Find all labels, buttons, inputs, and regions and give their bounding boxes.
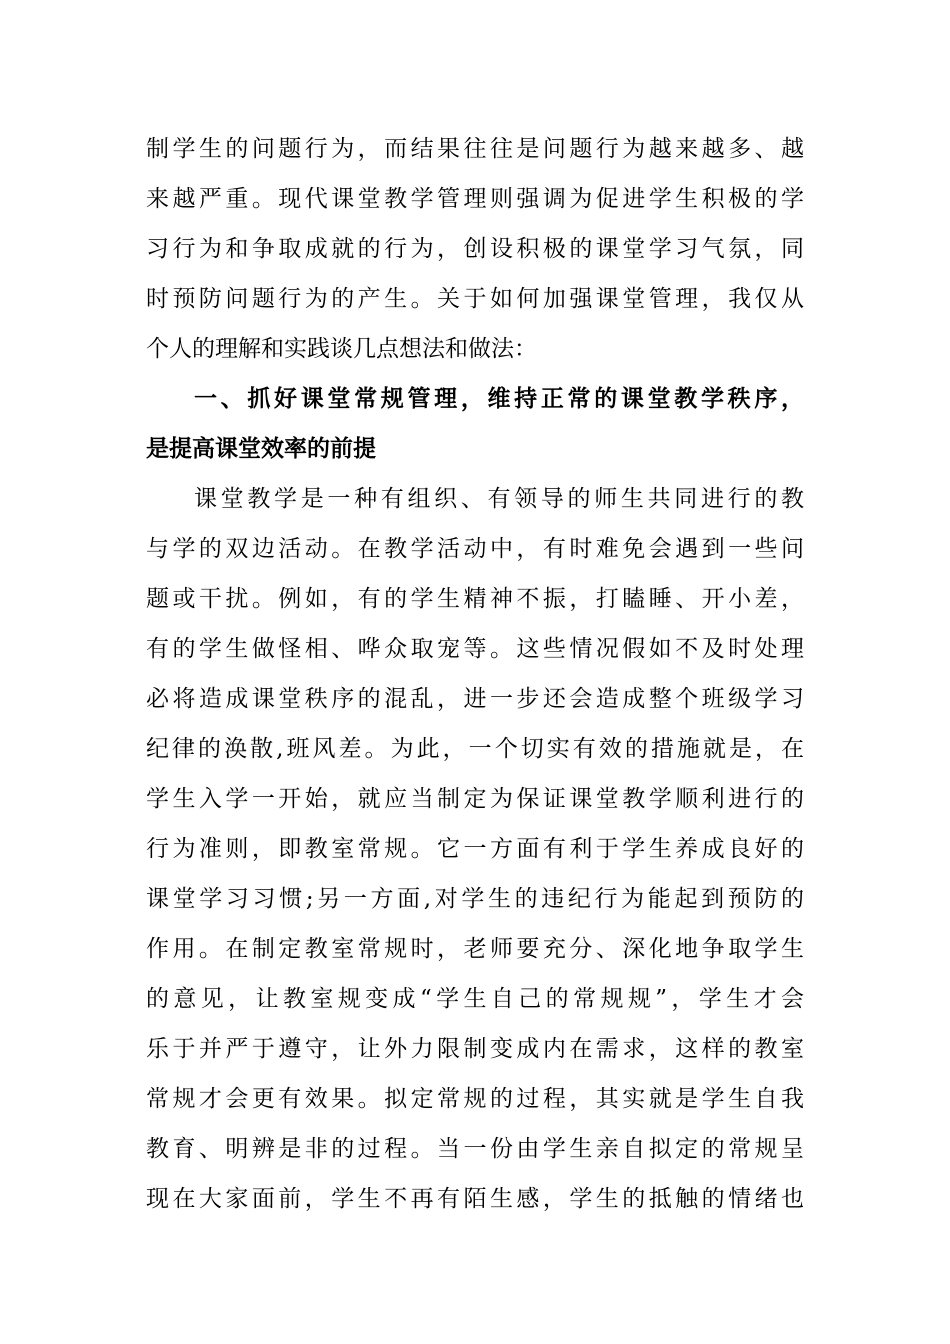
- paragraph-line: 现在大家面前，学生不再有陌生感，学生的抵触的情绪也: [146, 1186, 804, 1212]
- paragraph-line: 制学生的问题行为，而结果往往是问题行为越来越多、越: [146, 136, 804, 162]
- paragraph-line: 有的学生做怪相、哗众取宠等。这些情况假如不及时处理: [146, 636, 804, 662]
- paragraph-line: 个人的理解和实践谈几点想法和做法：: [146, 336, 537, 362]
- paragraph-line: 必将造成课堂秩序的混乱，进一步还会造成整个班级学习: [146, 686, 804, 712]
- paragraph-line: 行为准则，即教室常规。它一方面有利于学生养成良好的: [146, 836, 804, 862]
- paragraph-line: 题或干扰。例如，有的学生精神不振，打瞌睡、开小差，: [146, 586, 804, 612]
- paragraph-line: 课堂教学是一种有组织、有领导的师生共同进行的教: [194, 486, 804, 512]
- paragraph-line: 的意见，让教室规变成“学生自己的常规规”，学生才会: [146, 986, 804, 1012]
- paragraph-line: 常规才会更有效果。拟定常规的过程，其实就是学生自我: [146, 1086, 804, 1112]
- paragraph-line: 与学的双边活动。在教学活动中，有时难免会遇到一些问: [146, 536, 804, 562]
- paragraph-line: 来越严重。现代课堂教学管理则强调为促进学生积极的学: [146, 186, 804, 212]
- paragraph-line: 习行为和争取成就的行为，创设积极的课堂学习气氛，同: [146, 236, 804, 262]
- paragraph-line: 纪律的涣散,班风差。为此，一个切实有效的措施就是，在: [146, 736, 804, 762]
- paragraph-line: 教育、明辨是非的过程。当一份由学生亲自拟定的常规呈: [146, 1136, 804, 1162]
- paragraph-line: 乐于并严于遵守，让外力限制变成内在需求，这样的教室: [146, 1036, 804, 1062]
- section-heading-line: 一、抓好课堂常规管理，维持正常的课堂教学秩序，: [194, 386, 804, 412]
- paragraph-line: 学生入学一开始，就应当制定为保证课堂教学顺利进行的: [146, 786, 804, 812]
- section-heading-line: 是提高课堂效率的前提: [146, 436, 376, 462]
- paragraph-line: 课堂学习习惯;另一方面,对学生的违纪行为能起到预防的: [146, 886, 804, 912]
- paragraph-line: 作用。在制定教室常规时，老师要充分、深化地争取学生: [146, 936, 804, 962]
- paragraph-line: 时预防问题行为的产生。关于如何加强课堂管理，我仅从: [146, 286, 804, 312]
